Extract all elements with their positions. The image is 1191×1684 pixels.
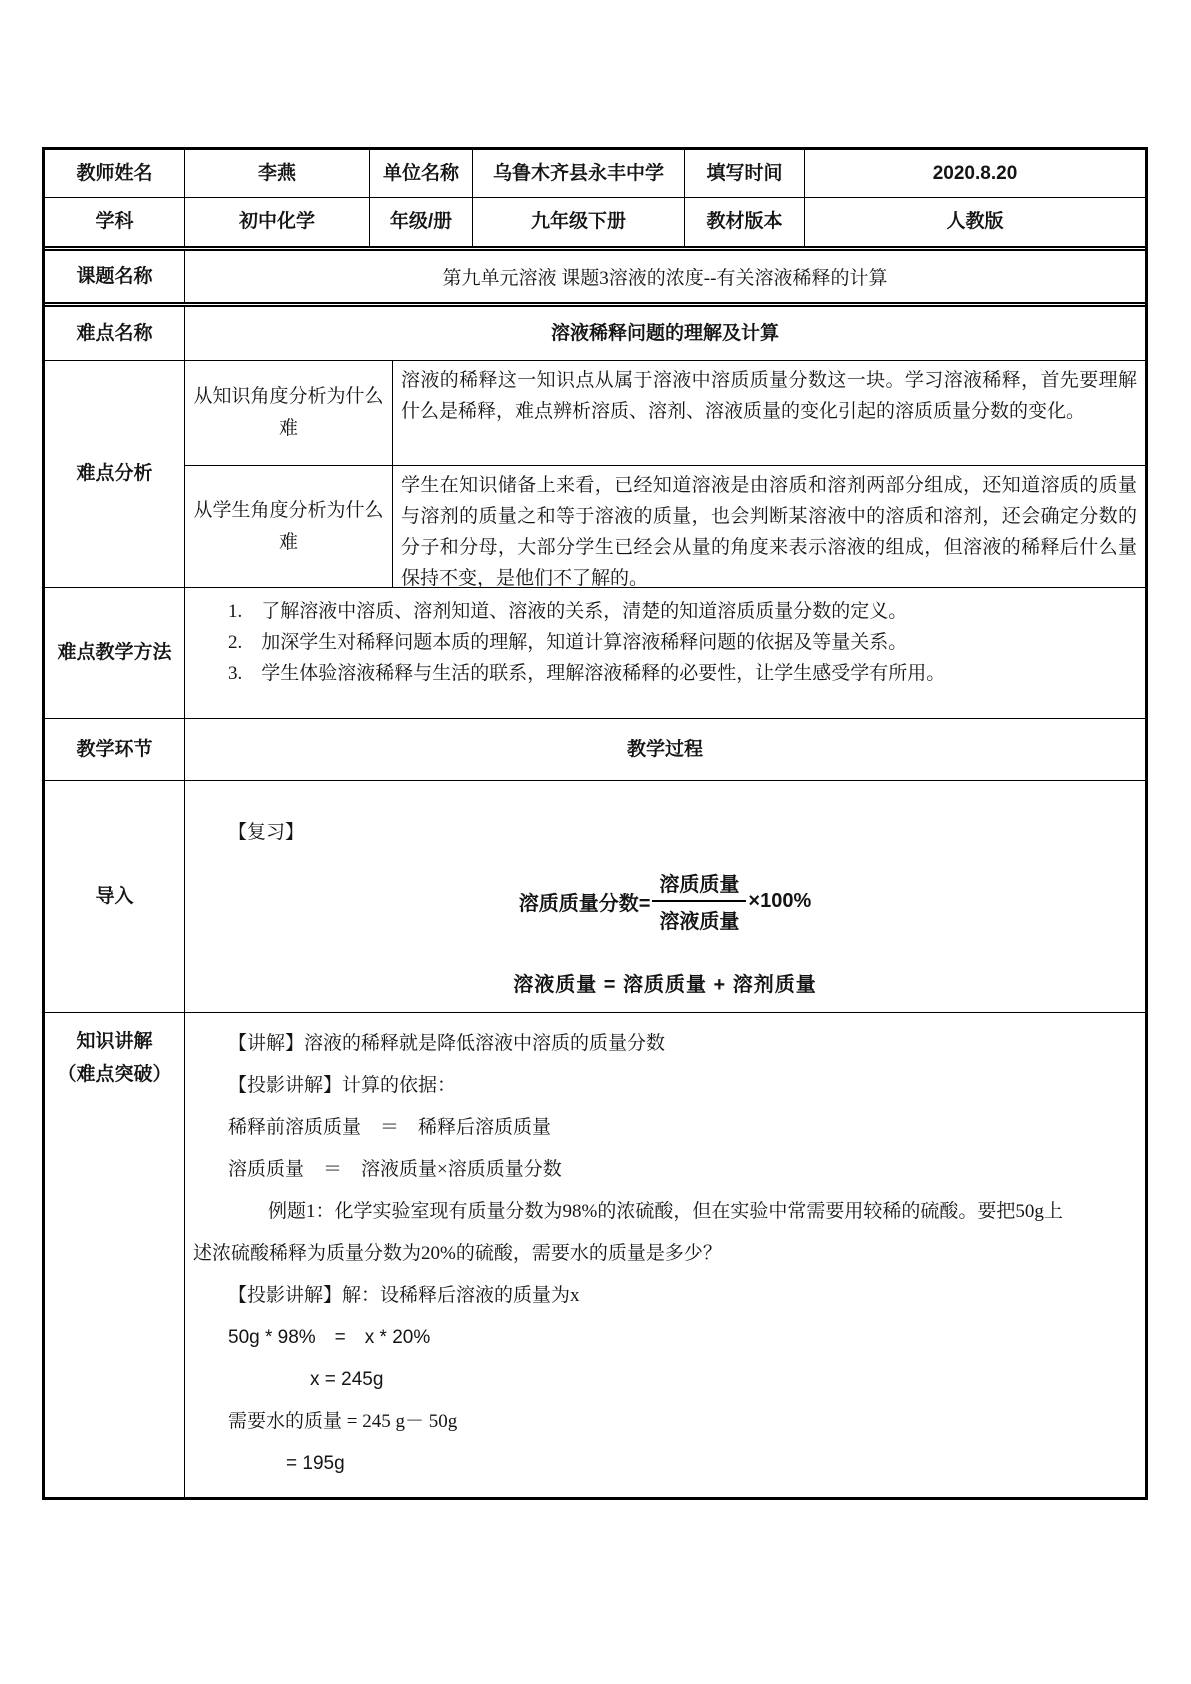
teaching-method-item: 2. 加深学生对稀释问题本质的理解，知道计算溶液稀释问题的依据及等量关系。 [228,632,908,653]
topic-value: 第九单元溶液 课题3溶液的浓度--有关溶液稀释的计算 [442,268,888,289]
knowledge-aspect-text: 溶液的稀释这一知识点从属于溶液中溶质质量分数这一块。学习溶液稀释，首先要理解什么是稀释，难点辨析溶质、溶剂、溶液质量的变化引起的溶质质量分数的变化。 [401,370,1137,422]
difficulty-name-value: 溶液稀释问题的理解及计算 [550,322,779,344]
knowledge-aspect-label: 从知识角度分析为什么难 [185,361,393,465]
topic-row [45,251,1145,307]
knowledge-line: x = 245g [310,1369,384,1390]
student-aspect-row [185,466,1145,587]
review-tag: 【复习】 [228,822,305,843]
process-label: 教学过程 [626,738,703,760]
teaching-method-item: 3. 学生体验溶液稀释与生活的联系，理解溶液稀释的必要性，让学生感受学有所用。 [228,663,946,684]
student-aspect-label: 从学生角度分析为什么难 [185,466,393,587]
grade-label: 年级/册 [370,198,473,246]
difficulty-analysis-row [45,361,1145,588]
knowledge-label-line1: 知识讲解 [76,1031,153,1052]
teaching-method-item: 1. 了解溶液中溶质、溶剂知道、溶液的关系，清楚的知道溶质质量分数的定义。 [228,601,908,622]
header-row-2 [45,198,1145,251]
knowledge-row [45,1013,1145,1497]
knowledge-line: 例题1：化学实验室现有质量分数为98%的浓硫酸，但在实验中常需要用较稀的硫酸。要把50g上 [268,1201,1063,1222]
knowledge-line: 述浓硫酸稀释为质量分数为20%的硫酸，需要水的质量是多少？ [193,1243,722,1264]
difficulty-analysis-body [185,361,1145,587]
difficulty-name-label: 难点名称 [45,307,185,360]
formula-rhs: ×100% [748,889,812,912]
intro-content [185,781,1145,1012]
knowledge-line: 溶质质量 ＝ 溶液质量×溶质质量分数 [228,1159,562,1180]
knowledge-aspect-row [185,361,1145,466]
teacher-name-label: 教师姓名 [45,150,185,197]
fill-date-value: 2020.8.20 [932,162,1018,184]
stage-label: 教学环节 [45,719,185,780]
fill-date-label: 填写时间 [685,150,805,197]
intro-label: 导入 [45,781,185,1012]
fraction-numerator: 溶质质量 [652,868,746,902]
knowledge-line: 需要水的质量 = 245 g－ 50g [228,1411,458,1432]
teaching-method-list [185,588,1145,718]
topic-label: 课题名称 [45,251,185,302]
header-row-1 [45,150,1145,198]
formula-fraction [652,868,746,934]
difficulty-analysis-label: 难点分析 [45,361,185,587]
knowledge-label-line2: （难点突破） [57,1064,172,1085]
intro-row [45,781,1145,1013]
edition-label: 教材版本 [685,198,805,246]
subject-label: 学科 [45,198,185,246]
teaching-method-row [45,588,1145,719]
subject-value: 初中化学 [185,198,370,246]
solution-mass-formula: 溶液质量 = 溶质质量 + 溶剂质量 [513,974,817,996]
knowledge-line: 【讲解】溶液的稀释就是降低溶液中溶质的质量分数 [228,1033,666,1054]
knowledge-line: 【投影讲解】解：设稀释后溶液的质量为x [228,1285,580,1306]
edition-value: 人教版 [946,211,1004,232]
lesson-plan-table [42,147,1148,1500]
fraction-denominator: 溶液质量 [659,911,740,933]
teaching-method-label: 难点教学方法 [45,588,185,718]
teacher-name-value: 李燕 [185,150,370,197]
knowledge-line: 50g * 98% = x * 20% [228,1327,431,1348]
formula-lhs: 溶质质量分数= [518,892,651,915]
unit-name-label: 单位名称 [370,150,473,197]
unit-name-value: 乌鲁木齐县永丰中学 [473,150,685,197]
student-aspect-text: 学生在知识储备上来看，已经知道溶液是由溶质和溶剂两部分组成，还知道溶质的质量与溶剂的质量之和等于溶液的质量，也会判断某溶液中的溶质和溶剂，还会确定分数的分子和分母，大部分学生已经会从量的角度来表示溶液的组成，但溶液的稀释后什么量保持不变，是他们不了解的。 [401,475,1137,589]
knowledge-line: = 195g [286,1453,345,1474]
grade-value: 九年级下册 [473,198,685,246]
knowledge-label [45,1013,185,1497]
difficulty-name-row [45,307,1145,361]
knowledge-content [185,1013,1145,1497]
knowledge-line: 【投影讲解】计算的依据： [228,1075,457,1096]
knowledge-line: 稀释前溶质质量 ＝ 稀释后溶质质量 [228,1117,552,1138]
stage-header-row [45,719,1145,781]
mass-fraction-formula [185,868,1145,934]
